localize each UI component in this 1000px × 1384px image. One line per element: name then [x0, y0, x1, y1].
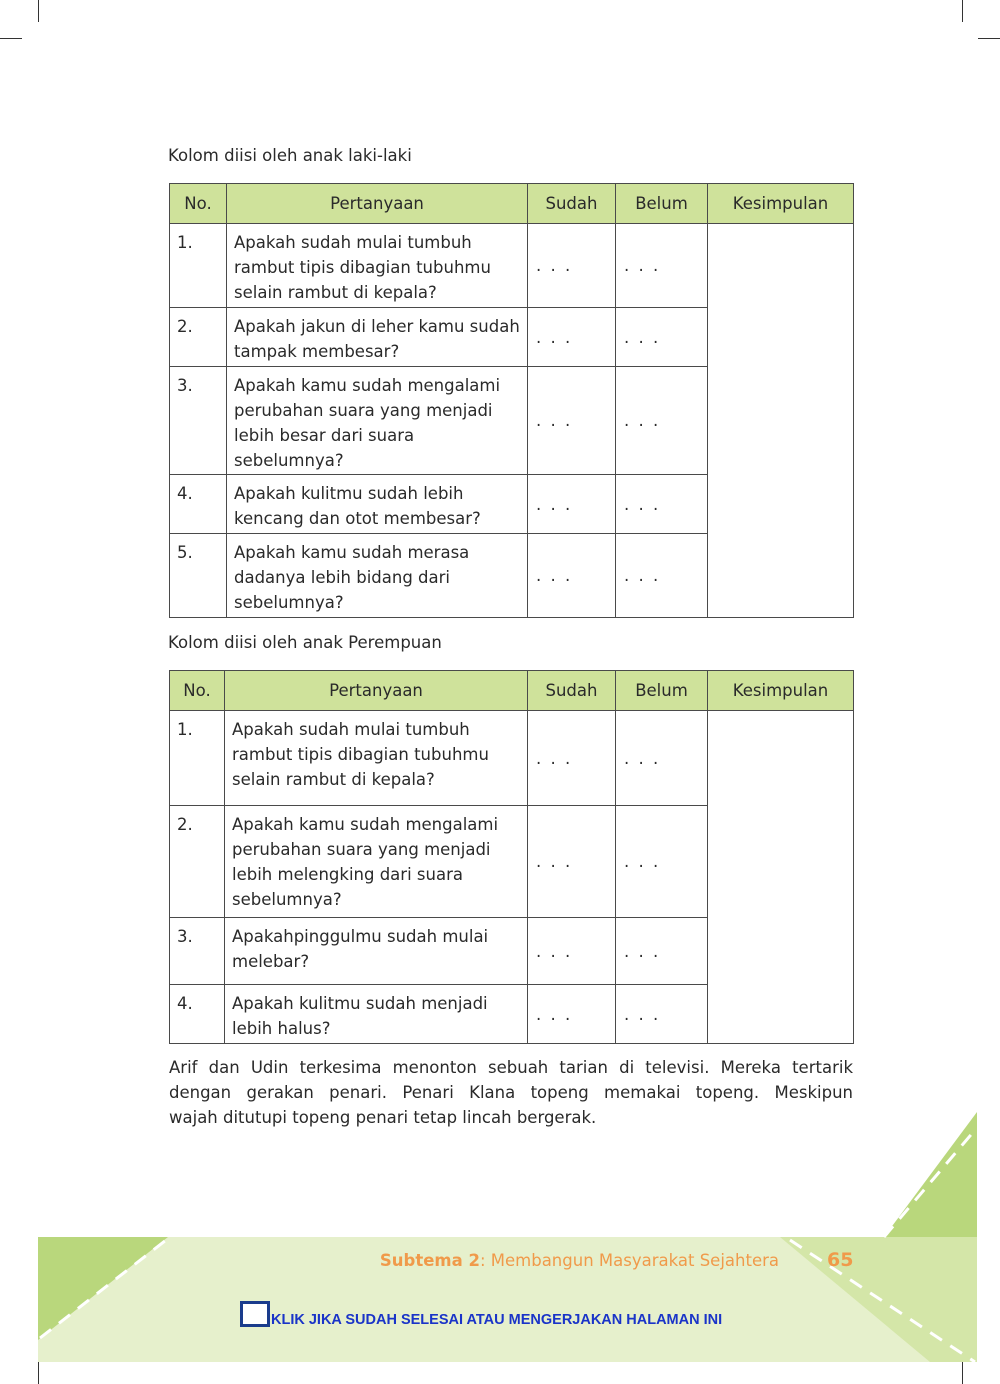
row-question: Apakah kamu sudah mengalami perubahan suara yang menjadi lebih melengking dari suara sebelumnya?	[225, 806, 528, 918]
page-number: 65	[827, 1249, 854, 1271]
footer-right-triangle	[884, 1112, 977, 1237]
row-question: Apakah sudah mulai tumbuh rambut tipis dibagian tubuhmu selain rambut di kepala?	[227, 224, 528, 308]
sudah-answer-cell[interactable]: . . .	[528, 918, 616, 985]
row-question: Apakah kamu sudah mengalami perubahan suara yang menjadi lebih besar dari suara sebelumnya?	[227, 367, 528, 475]
belum-answer-cell[interactable]: . . .	[616, 985, 708, 1044]
row-number: 3.	[170, 918, 225, 985]
belum-answer-cell[interactable]: . . .	[616, 806, 708, 918]
sudah-answer-cell[interactable]: . . .	[528, 985, 616, 1044]
sudah-answer-cell[interactable]: . . .	[528, 367, 616, 475]
row-number: 1.	[170, 224, 227, 308]
row-number: 1.	[170, 711, 225, 806]
col-header-sudah: Sudah	[528, 671, 616, 711]
belum-answer-cell[interactable]: . . .	[616, 308, 708, 367]
belum-answer-cell[interactable]: . . .	[616, 367, 708, 475]
col-header-no: No.	[170, 184, 227, 224]
paragraph-line: Arif dan Udin terkesima menonton sebuah tarian di televisi. Mereka tertarik	[169, 1058, 853, 1077]
row-number: 2.	[170, 806, 225, 918]
subtema-name: : Membangun Masyarakat Sejahtera	[479, 1251, 779, 1270]
row-number: 2.	[170, 308, 227, 367]
paragraph-line: dengan gerakan penari. Penari Klana topeng memakai topeng. Meskipun	[169, 1083, 853, 1102]
table2-caption: Kolom diisi oleh anak Perempuan	[168, 633, 442, 652]
row-question: Apakahpinggulmu sudah mulai melebar?	[225, 918, 528, 985]
sudah-answer-cell[interactable]: . . .	[528, 475, 616, 534]
belum-answer-cell[interactable]: . . .	[616, 224, 708, 308]
subtema-label: Subtema 2	[379, 1251, 480, 1270]
belum-answer-cell[interactable]: . . .	[616, 534, 708, 618]
sudah-answer-cell[interactable]: . . .	[528, 711, 616, 806]
belum-answer-cell[interactable]: . . .	[616, 918, 708, 985]
col-header-belum: Belum	[616, 184, 708, 224]
row-number: 5.	[170, 534, 227, 618]
row-number: 4.	[170, 985, 225, 1044]
row-question: Apakah kamu sudah merasa dadanya lebih bidang dari sebelumnya?	[227, 534, 528, 618]
row-question: Apakah sudah mulai tumbuh rambut tipis dibagian tubuhmu selain rambut di kepala?	[225, 711, 528, 806]
done-checkbox[interactable]	[240, 1301, 270, 1327]
row-question: Apakah kulitmu sudah lebih kencang dan otot membesar?	[227, 475, 528, 534]
sudah-answer-cell[interactable]: . . .	[528, 308, 616, 367]
belum-answer-cell[interactable]: . . .	[616, 711, 708, 806]
col-header-no: No.	[170, 671, 225, 711]
col-header-question: Pertanyaan	[227, 184, 528, 224]
row-question: Apakah kulitmu sudah menjadi lebih halus?	[225, 985, 528, 1044]
row-number: 4.	[170, 475, 227, 534]
belum-answer-cell[interactable]: . . .	[616, 475, 708, 534]
row-number: 3.	[170, 367, 227, 475]
table1-caption: Kolom diisi oleh anak laki-laki	[168, 146, 412, 165]
col-header-conclusion: Kesimpulan	[708, 184, 854, 224]
done-label[interactable]: KLIK JIKA SUDAH SELESAI ATAU MENGERJAKAN HALAMAN INI	[271, 1312, 723, 1328]
col-header-belum: Belum	[616, 671, 708, 711]
row-question: Apakah jakun di leher kamu sudah tampak membesar?	[227, 308, 528, 367]
col-header-conclusion: Kesimpulan	[708, 671, 854, 711]
col-header-question: Pertanyaan	[225, 671, 528, 711]
col-header-sudah: Sudah	[528, 184, 616, 224]
subtema-title	[380, 1251, 779, 1270]
paragraph-line: wajah ditutupi topeng penari tetap lincah bergerak.	[169, 1108, 597, 1127]
mark-done-button[interactable]	[240, 1301, 722, 1327]
sudah-answer-cell[interactable]: . . .	[528, 806, 616, 918]
sudah-answer-cell[interactable]: . . .	[528, 534, 616, 618]
sudah-answer-cell[interactable]: . . .	[528, 224, 616, 308]
